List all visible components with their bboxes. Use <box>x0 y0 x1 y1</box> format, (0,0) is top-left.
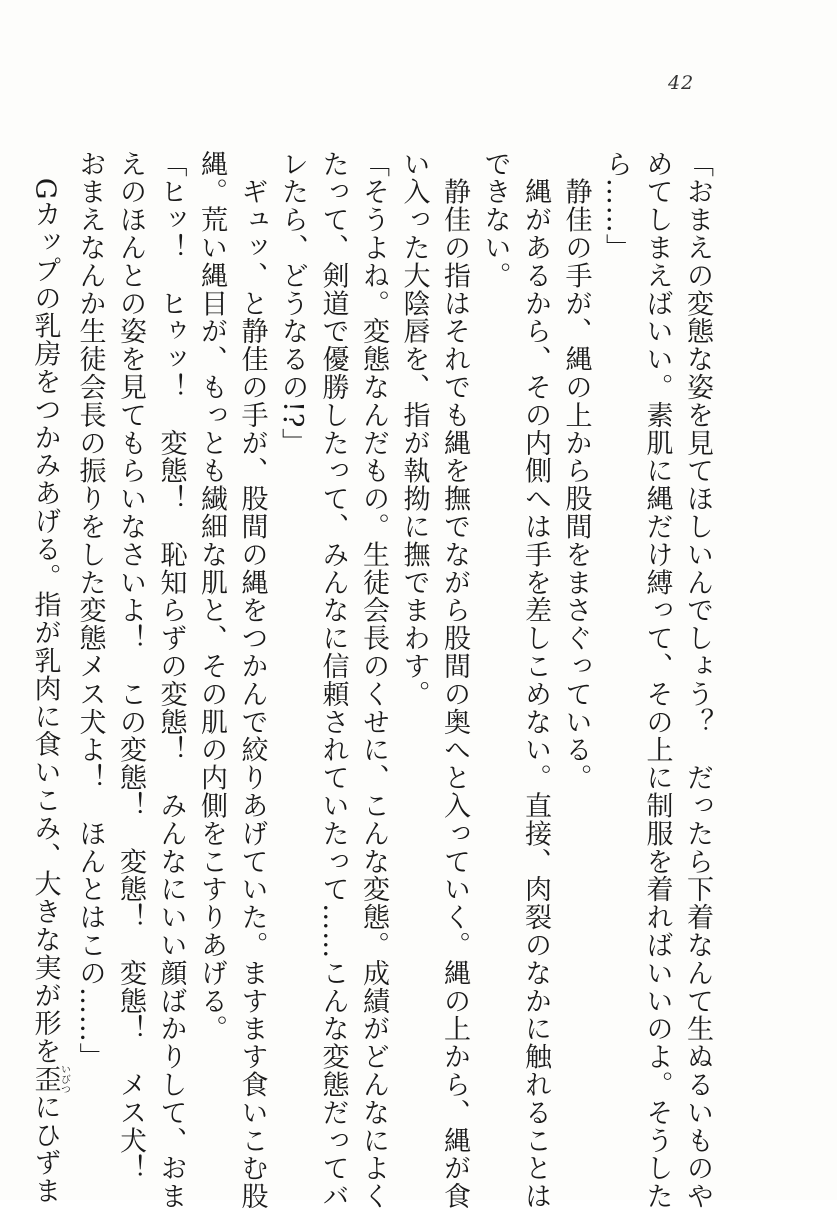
text-line: い入った大陰唇を、指が執拗に撫でまわす。 <box>398 150 430 708</box>
text-line: 縄。荒い縄目が、もっとも繊細な肌と、その肌の内側をこすりあげる。 <box>196 150 227 1043</box>
text-line: 「そうよね。変態なんだもの。生徒会長のくせに、こんな変態。成績がどんなによく <box>358 150 389 1210</box>
text-segment: にひずま <box>29 1093 61 1205</box>
text-line: 静佳の指はそれでも縄を撫でながら股間の奥へと入っていく。縄の上から、縄が食 <box>439 150 470 1210</box>
vertical-text-body <box>29 150 717 1210</box>
text-line-last <box>24 150 70 1205</box>
text-line: できない。 <box>479 150 511 290</box>
ruby-annotation <box>29 1064 70 1095</box>
text-line: 「ヒッ！ ヒゥッ！ 変態！ 恥知らずの変態！ みんなにいい顔ばかりして、おま <box>155 150 187 1210</box>
page-number: 42 <box>668 72 695 94</box>
text-segment: Gカップの乳房をつかみあげる。指が乳肉に食いこみ、大きな実が形を <box>29 150 61 1066</box>
text-line: 静佳の手が、縄の上から股間をまさぐっている。 <box>560 150 592 792</box>
ruby-reading: いびつ <box>58 1064 70 1095</box>
text-line: たって、剣道で優勝したって、みんなに信頼されていたって……こんな変態だってバ <box>317 150 349 1210</box>
text-line: ギュッ、と静佳の手が、股間の縄をつかんで絞りあげていた。ますます食いこむ股 <box>236 150 268 1210</box>
text-line: 「おまえの変態な姿を見てほしいんでしょう？ だったら下着なんて生ぬるいものや <box>682 150 713 1210</box>
text-line: 縄があるから、その内側へは手を差しこめない。直接、肉裂のなかに触れることは <box>520 150 551 1210</box>
text-line: えのほんとの姿を見てもらいなさいよ！ この変態！ 変態！ 変態！ メス犬！ <box>115 150 146 1183</box>
text-line: ら……」 <box>601 150 632 262</box>
text-line: レたら、どうなるの!?」 <box>277 150 308 457</box>
ruby-base: 歪 <box>29 1064 61 1095</box>
text-line: おまえなんか生徒会長の振りをした変態メス犬よ！ ほんとはこの……」 <box>74 150 106 1071</box>
text-line: めてしまえばいい。素肌に縄だけ縛って、その上に制服を着ればいいのよ。そうした <box>641 150 673 1210</box>
